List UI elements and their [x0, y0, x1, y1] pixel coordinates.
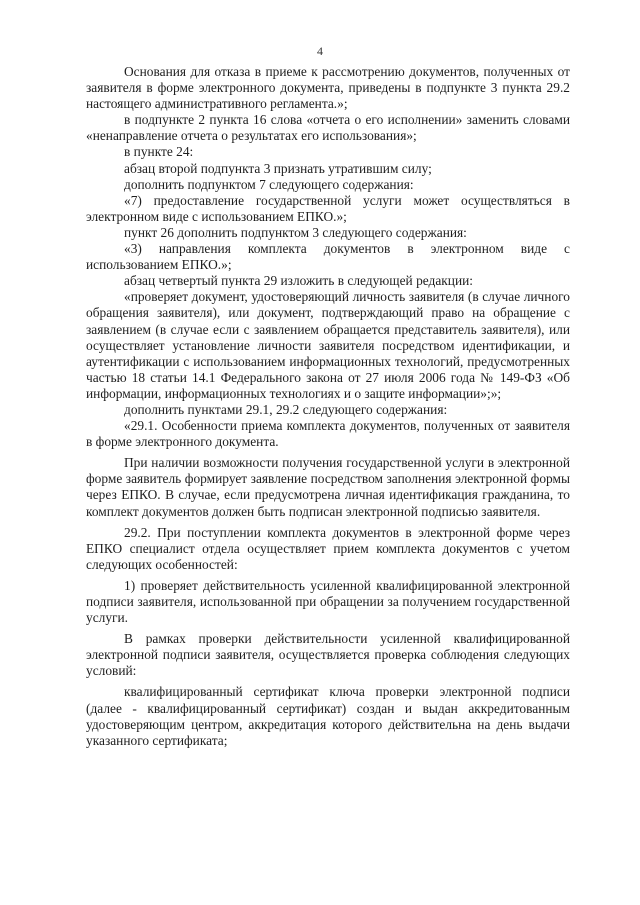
paragraph: абзац второй подпункта 3 признать утратившим силу; — [124, 160, 432, 176]
paragraph: 1) проверяет действительность усиленной квалифицированной электронной подписи заявителя, использованной при обращении за получением государственной услуги. — [86, 577, 570, 626]
paragraph: пункт 26 дополнить подпунктом 3 следующего содержания: — [124, 224, 467, 240]
paragraph: «проверяет документ, удостоверяющий личность заявителя (в случае личного обращения заявителя), или документ, подтверждающий право на обращение с заявлением (в случае если с заявлением обращается представитель заявителя), или осуществляет установление личности заявителя посредством идентификации, и аутентификации с использованием информационных технологий, предусмотренных частью 18 статьи 14.1 Федерального закона от 27 июля 2006 года № 149-ФЗ «Об информации, информационных технологиях и о защите информации»;»; — [86, 289, 570, 401]
document-body — [86, 64, 570, 749]
paragraph: В рамках проверки действительности усиленной квалифицированной электронной подписи заявителя, осуществляется проверка соблюдения следующих условий: — [86, 631, 570, 679]
paragraph: При наличии возможности получения государственной услуги в электронной форме заявитель формирует заявление посредством заполнения электронной формы через ЕПКО. В случае, если предусмотрена личная идентификация гражданина, то комплект документов должен быть подписан электронной подписью заявителя. — [86, 455, 570, 519]
paragraph: дополнить подпунктом 7 следующего содержания: — [124, 176, 414, 192]
paragraph: «7) предоставление государственной услуги может осуществляться в электронном виде с использованием ЕПКО.»; — [86, 192, 570, 224]
paragraph: в подпункте 2 пункта 16 слова «отчета о его исполнении» заменить словами «ненаправление отчета о результатах его использования»; — [86, 112, 570, 144]
paragraph: «29.1. Особенности приема комплекта документов, полученных от заявителя в форме электронного документа. — [86, 418, 570, 450]
paragraph: квалифицированный сертификат ключа проверки электронной подписи (далее - квалифицированный сертификат) создан и выдан аккредитованным удостоверяющим центром, аккредитация которого действительна на день выдачи указанного сертификата; — [86, 684, 570, 748]
paragraph: дополнить пунктами 29.1, 29.2 следующего содержания: — [124, 401, 448, 417]
paragraph: абзац четвертый пункта 29 изложить в следующей редакции: — [124, 273, 474, 289]
paragraph: 29.2. При поступлении комплекта документов в электронной форме через ЕПКО специалист отдела осуществляет прием комплекта документов с учетом следующих особенностей: — [86, 524, 570, 572]
paragraph: Основания для отказа в приеме к рассмотрению документов, полученных от заявителя в форме электронного документа, приведены в подпункте 3 пункта 29.2 настоящего административного регламента.»; — [86, 64, 570, 112]
page-number: 4 — [317, 44, 323, 58]
paragraph: «3) направления комплекта документов в электронном виде с использованием ЕПКО.»; — [86, 241, 570, 273]
paragraph: в пункте 24: — [124, 144, 194, 160]
